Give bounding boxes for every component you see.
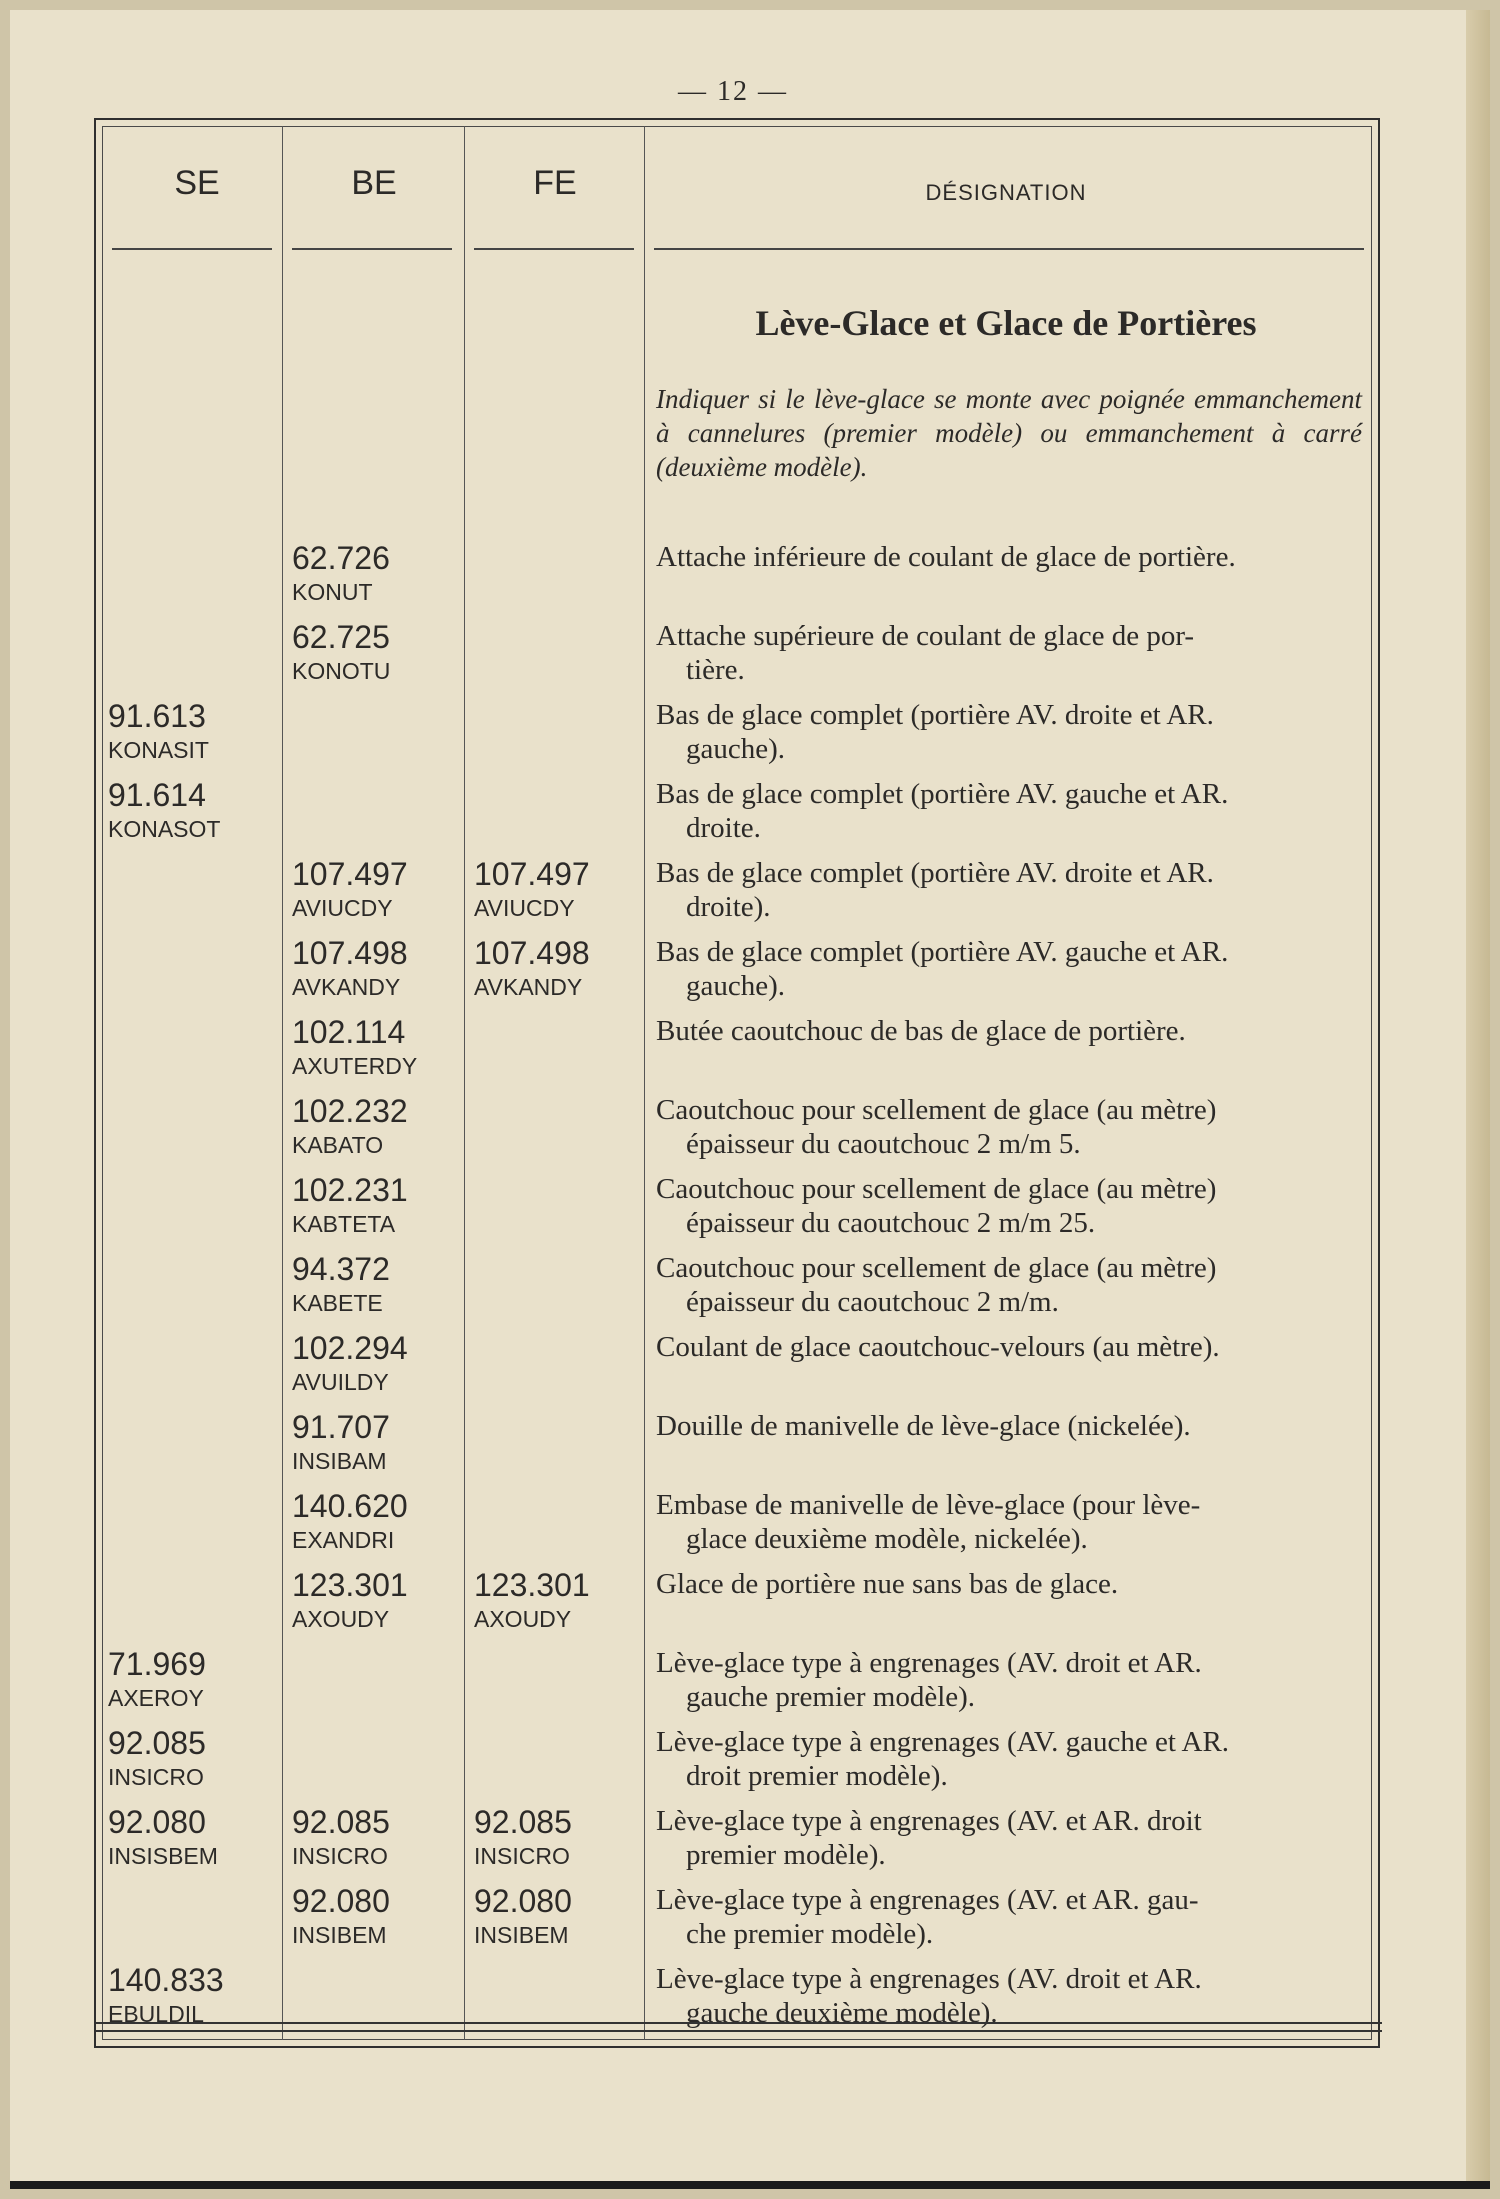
designation-line: Attache supérieure de coulant de glace de por- [656,620,1195,652]
be-part-number: 102.294 [292,1330,408,1366]
be-part-code: EXANDRI [292,1527,395,1553]
header-designation: DÉSIGNATION [925,180,1087,205]
designation-continuation: épaisseur du caoutchouc 2 m/m 25. [686,1207,1096,1239]
be-part-number: 107.497 [292,856,408,892]
designation-line: Bas de glace complet (portière AV. droite et AR. [656,857,1214,889]
se-part-code: KONASIT [108,737,209,763]
designation-continuation: droite. [686,812,761,844]
designation-line: Caoutchouc pour scellement de glace (au mètre) [656,1173,1217,1205]
designation-continuation: gauche premier modèle). [686,1681,976,1713]
fe-part-number: 107.497 [474,856,590,892]
column-divider-fe-designation [644,126,645,2040]
designation-text [656,619,1362,687]
designation-continuation: tière. [686,654,745,686]
se-part-number: 71.969 [108,1646,206,1682]
designation-continuation: droit premier modèle). [686,1760,948,1792]
fe-part-number: 107.498 [474,935,590,971]
be-part-number: 102.232 [292,1093,408,1129]
header-se: SE [174,164,220,202]
fe-part-code: INSICRO [474,1843,570,1869]
header-be: BE [351,164,397,202]
be-part-code: AXOUDY [292,1606,390,1632]
designation-line: Lève-glace type à engrenages (AV. droit et AR. [656,1963,1202,1995]
parts-table [94,118,1380,2048]
designation-line: Bas de glace complet (portière AV. droite et AR. [656,699,1214,731]
designation-text [656,1804,1362,1872]
be-part-number: 102.114 [292,1014,406,1050]
fe-part-code: AVIUCDY [474,895,575,921]
be-part-code: KABTETA [292,1211,396,1237]
designation-text [656,777,1362,845]
designation-continuation: glace deuxième modèle, nickelée). [686,1523,1088,1555]
designation-text [656,1725,1362,1793]
fe-part-number: 92.085 [474,1804,572,1840]
designation-line: Coulant de glace caoutchouc-velours (au mètre). [656,1331,1220,1363]
header-rule-fe [474,248,634,250]
designation-line: Caoutchouc pour scellement de glace (au mètre) [656,1094,1217,1126]
designation-line: Lève-glace type à engrenages (AV. et AR. gau- [656,1884,1199,1916]
be-part-number: 94.372 [292,1251,390,1287]
be-part-code: INSICRO [292,1843,388,1869]
table-bottom-rule-double [96,2030,1382,2032]
se-part-number: 91.614 [108,777,206,813]
header-rule-be [292,248,452,250]
designation-line: Bas de glace complet (portière AV. gauche et AR. [656,778,1229,810]
se-part-code: KONASOT [108,816,221,842]
fe-part-number: 92.080 [474,1883,572,1919]
be-part-code: INSIBEM [292,1922,387,1948]
page-number: — 12 — [678,76,788,107]
be-part-code: INSIBAM [292,1448,387,1474]
be-part-number: 92.085 [292,1804,390,1840]
designation-text [656,1488,1362,1556]
header-rule-se [112,248,272,250]
designation-line: Attache inférieure de coulant de glace de portière. [656,541,1236,573]
designation-text [656,1962,1362,2030]
section-intro: Indiquer si le lève-glace se monte avec poignée emmanchement à cannelures (premier modèle) ou emmanchement à carré (deuxième modèle). [656,384,1362,482]
designation-text [656,1251,1362,1319]
be-part-code: AVKANDY [292,974,401,1000]
se-part-number: 140.833 [108,1962,224,1998]
be-part-code: KABATO [292,1132,384,1158]
designation-line: Embase de manivelle de lève-glace (pour lève- [656,1489,1201,1521]
be-part-code: AVUILDY [292,1369,389,1395]
designation-text [656,1330,1362,1364]
designation-text [656,1172,1362,1240]
se-part-code: INSISBEM [108,1843,218,1869]
page-binding-edge [1466,0,1500,2199]
be-part-number: 91.707 [292,1409,390,1445]
se-part-number: 91.613 [108,698,206,734]
designation-continuation: épaisseur du caoutchouc 2 m/m. [686,1286,1059,1318]
be-part-number: 92.080 [292,1883,390,1919]
be-part-number: 102.231 [292,1172,408,1208]
designation-text [656,935,1362,1003]
designation-continuation: gauche). [686,733,786,765]
designation-text [656,1567,1362,1601]
be-part-code: AXUTERDY [292,1053,418,1079]
designation-line: Glace de portière nue sans bas de glace. [656,1568,1119,1600]
be-part-number: 62.726 [292,540,390,576]
designation-line: Butée caoutchouc de bas de glace de portière. [656,1015,1186,1047]
designation-continuation: gauche). [686,970,786,1002]
designation-text [656,1646,1362,1714]
designation-text [656,1883,1362,1951]
designation-line: Lève-glace type à engrenages (AV. et AR. droit [656,1805,1202,1837]
designation-text [656,1409,1362,1443]
designation-continuation: épaisseur du caoutchouc 2 m/m 5. [686,1128,1081,1160]
designation-continuation: gauche deuxième modèle). [686,1997,998,2029]
fe-part-number: 123.301 [474,1567,590,1603]
designation-line: Douille de manivelle de lève-glace (nickelée). [656,1410,1191,1442]
section-title: Lève-Glace et Glace de Portières [755,303,1257,343]
designation-text [656,540,1362,574]
be-part-number: 140.620 [292,1488,408,1524]
be-part-code: KABETE [292,1290,383,1316]
fe-part-code: INSIBEM [474,1922,569,1948]
designation-text [656,1093,1362,1161]
be-part-number: 62.725 [292,619,390,655]
designation-text [656,698,1362,766]
fe-part-code: AVKANDY [474,974,583,1000]
se-part-number: 92.085 [108,1725,206,1761]
se-part-code: AXEROY [108,1685,204,1711]
scan-bottom-edge [0,2181,1500,2199]
column-divider-be-fe [464,126,465,2040]
header-rule-designation [654,248,1364,250]
designation-line: Bas de glace complet (portière AV. gauche et AR. [656,936,1229,968]
be-part-code: AVIUCDY [292,895,393,921]
be-part-number: 123.301 [292,1567,408,1603]
designation-text [656,1014,1362,1048]
designation-continuation: droite). [686,891,771,923]
designation-line: Lève-glace type à engrenages (AV. droit et AR. [656,1647,1202,1679]
designation-line: Caoutchouc pour scellement de glace (au mètre) [656,1252,1217,1284]
se-part-code: EBULDIL [108,2001,204,2027]
designation-continuation: che premier modèle). [686,1918,934,1950]
fe-part-code: AXOUDY [474,1606,572,1632]
se-part-code: INSICRO [108,1764,204,1790]
designation-text [656,856,1362,924]
column-divider-se-be [282,126,283,2040]
designation-line: Lève-glace type à engrenages (AV. gauche et AR. [656,1726,1230,1758]
se-part-number: 92.080 [108,1804,206,1840]
designation-continuation: premier modèle). [686,1839,886,1871]
be-part-code: KONUT [292,579,373,605]
be-part-code: KONOTU [292,658,391,684]
header-fe: FE [533,164,577,202]
be-part-number: 107.498 [292,935,408,971]
table-bottom-rule [96,2022,1382,2024]
